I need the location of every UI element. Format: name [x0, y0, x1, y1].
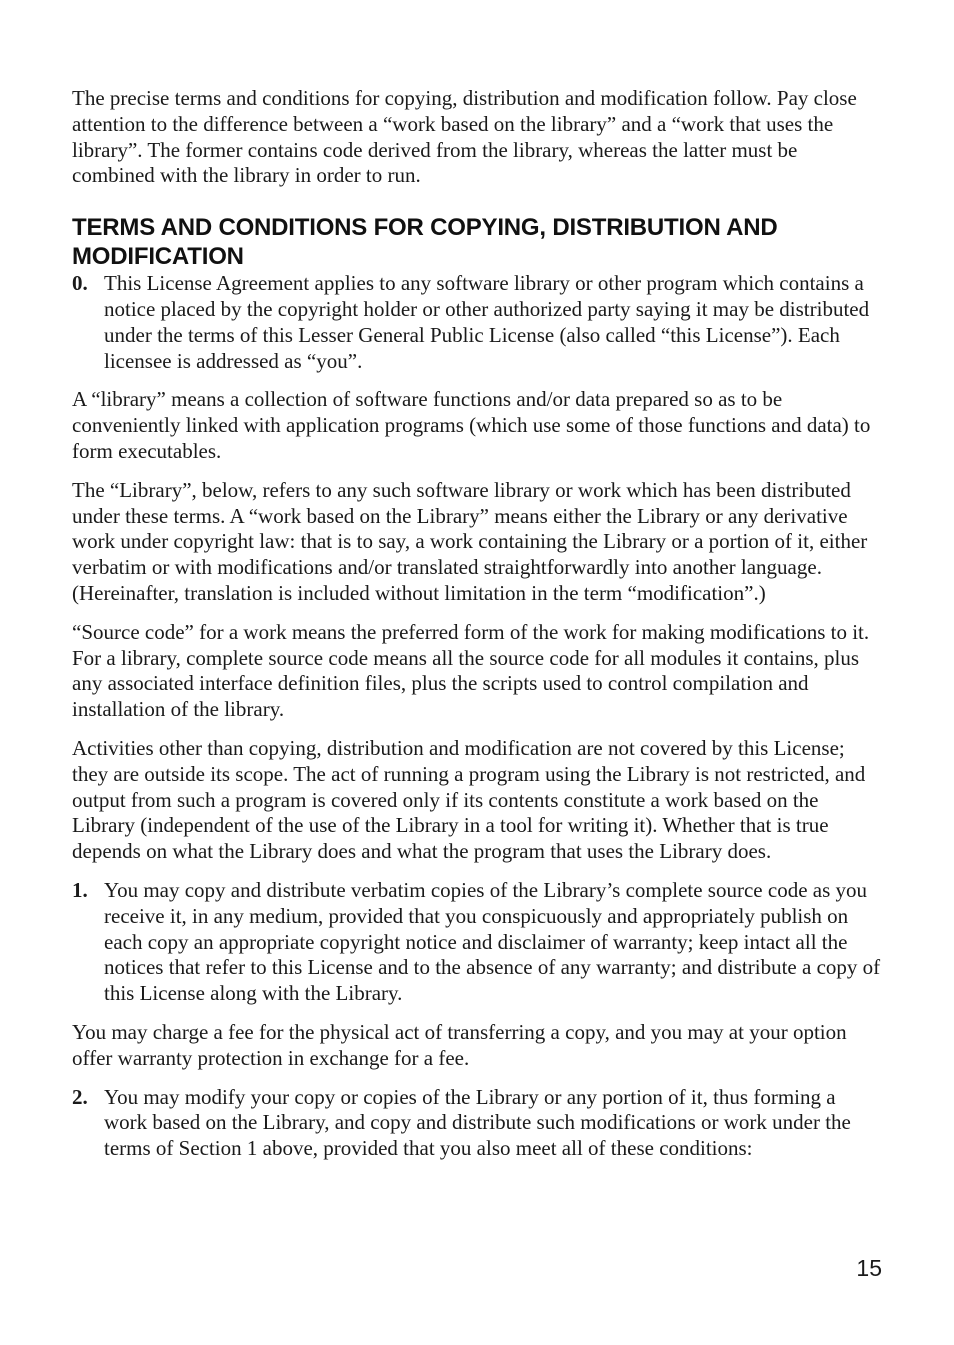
the-library-definition-paragraph: The “Library”, below, refers to any such software library or work which has been distributed under these terms. A “work based on the Library” means either the Library or any derivative work under copyright law: that is to say, a work containing the Library or a portion of it, either verbatim or with modifications and/or translated straightforwardly into another language. (Hereinafter, translation is included without limitation in the term “modification”.) — [72, 477, 868, 605]
section-heading: TERMS AND CONDITIONS FOR COPYING, DISTRIBUTION AND MODIFICATION — [72, 214, 778, 271]
clause-0 — [72, 271, 882, 374]
clause-text: This License Agreement applies to any software library or other program which contains a notice placed by the copyright holder or other authorized party saying it may be distributed under the terms of this Lesser General Public License (also called “this License”). Each licensee is addressed as “you”. — [104, 271, 870, 373]
clause-2 — [72, 1085, 882, 1162]
clause-text: You may modify your copy or copies of the Library or any portion of it, thus forming a work based on the Library, and copy and distribute such modifications or work under the terms of Section 1 above, provided that you also meet all of these conditions: — [104, 1084, 851, 1161]
intro-paragraph: The precise terms and conditions for copying, distribution and modification follow. Pay close attention to the difference between a “work based on the library” and a “work that uses the library”. The former contains code derived from the library, whereas the latter must be combined with the library in order to run. — [72, 86, 857, 188]
clause-number: 0. — [72, 271, 88, 296]
source-code-definition-paragraph: “Source code” for a work means the preferred form of the work for making modifications to it. For a library, complete source code means all the source code for all modules it contains, plus any associated interface definition files, plus the scripts used to control compilation and installation of the library. — [72, 619, 870, 722]
clause-text: You may copy and distribute verbatim copies of the Library’s complete source code as you receive it, in any medium, provided that you conspicuously and appropriately publish on each copy an appropriate copyright notice and disclaimer of warranty; keep intact all the notices that refer to this License and to the absence of any warranty; and distribute a copy of this License along with the Library. — [104, 877, 881, 1006]
fee-paragraph: You may charge a fee for the physical act of transferring a copy, and you may at your option offer warranty protection in exchange for a fee. — [72, 1019, 847, 1070]
document-page — [72, 86, 882, 1175]
clause-number: 1. — [72, 877, 88, 902]
page-number: 15 — [856, 1255, 882, 1281]
clause-1 — [72, 878, 882, 1007]
activities-paragraph: Activities other than copying, distribution and modification are not covered by this License; they are outside its scope. The act of running a program using the Library is not restricted, and output from such a program is covered only if its contents constitute a work based on the Library (independent of the use of the Library in a tool for writing it). Whether that is true depends on what the Library does and what the program that uses the Library does. — [72, 735, 866, 864]
library-definition-paragraph: A “library” means a collection of software functions and/or data prepared so as to be conveniently linked with application programs (which use some of those functions and data) to form executables. — [72, 387, 871, 463]
clause-number: 2. — [72, 1084, 88, 1109]
